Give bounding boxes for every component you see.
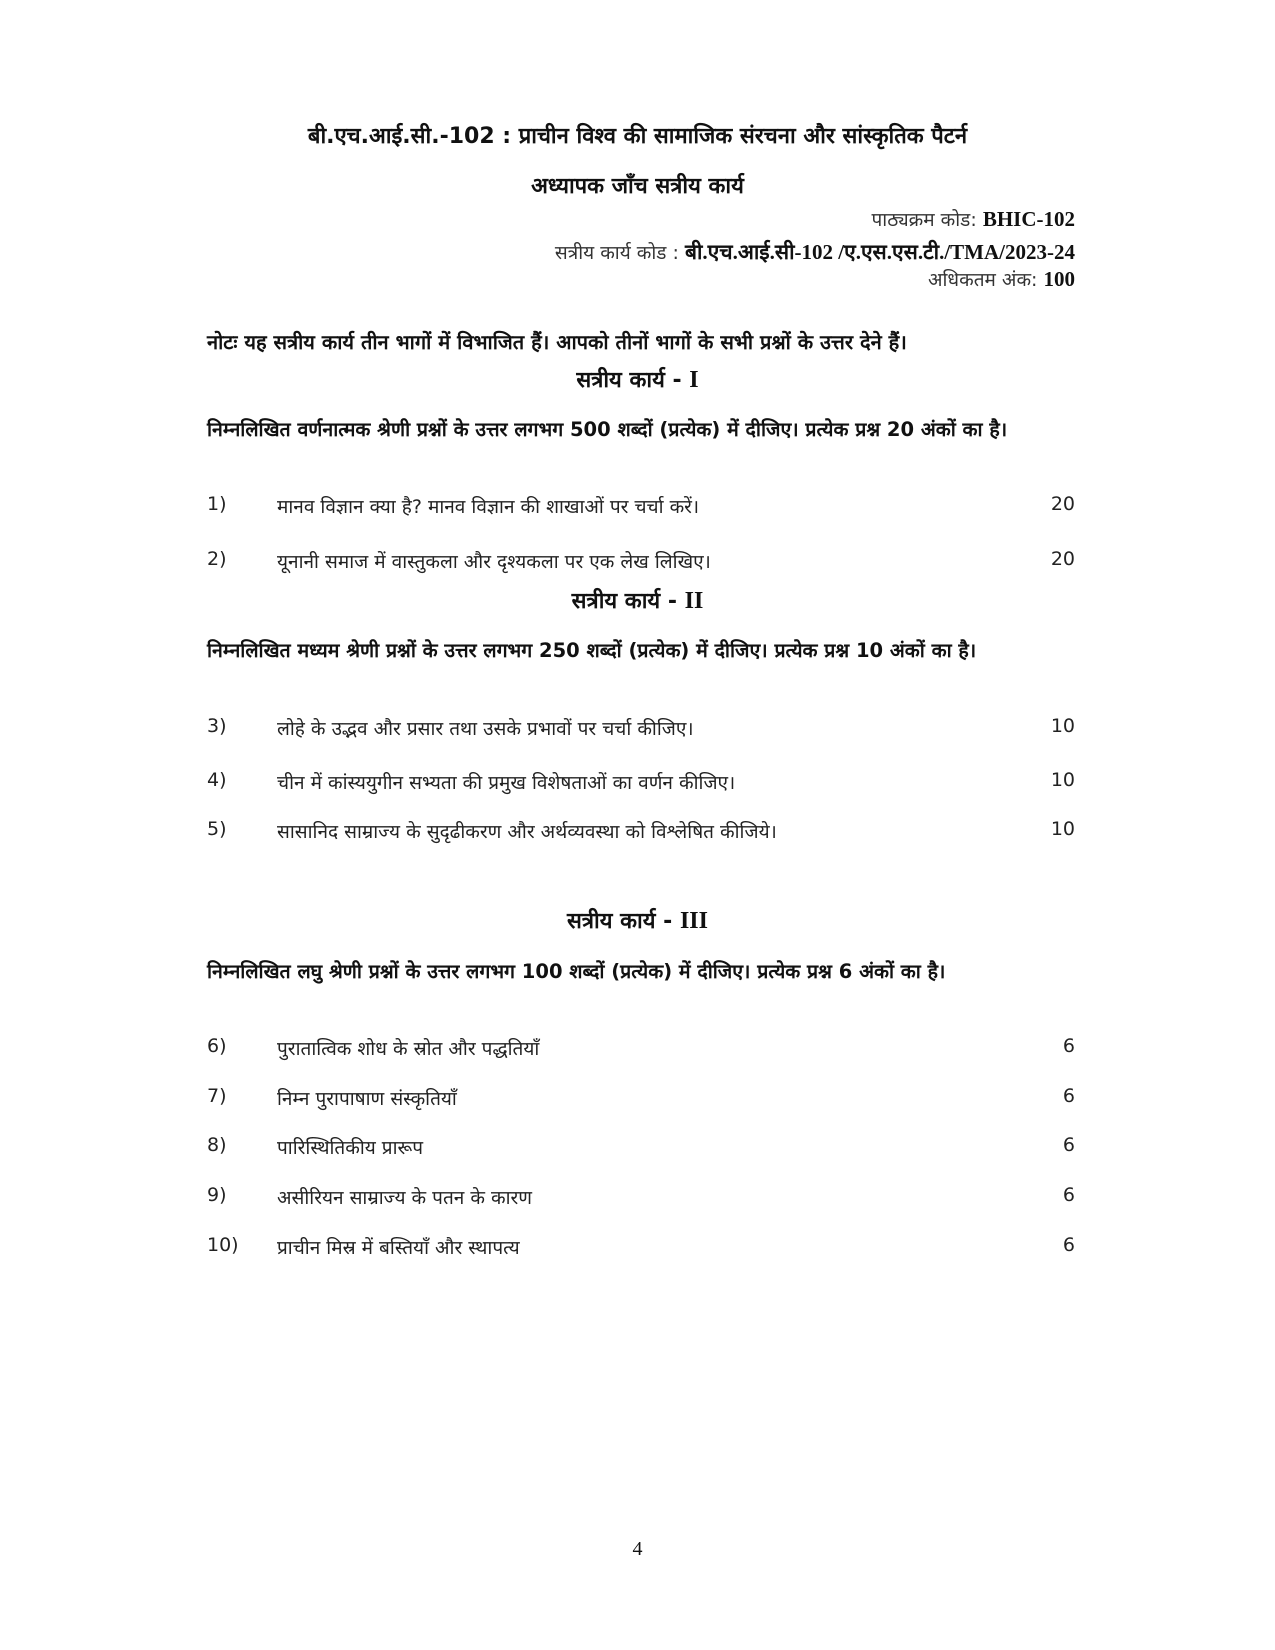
question-number: 5) [207, 818, 227, 840]
question-number: 7) [207, 1085, 227, 1107]
section-heading-1 [0, 364, 1275, 394]
question-row [207, 1035, 1075, 1065]
question-text: चीन में कांस्ययुगीन सभ्यता की प्रमुख विशेषताओं का वर्णन कीजिए। [277, 772, 736, 794]
assignment-code-label: सत्रीय कार्य कोड : [554, 242, 679, 264]
question-text: पारिस्थितिकीय प्रारूप [277, 1137, 424, 1159]
assignment-code-line [555, 238, 1075, 266]
question-row [207, 1134, 1075, 1164]
question-row [207, 1234, 1075, 1264]
question-number: 8) [207, 1134, 227, 1156]
section-heading-label: सत्रीय कार्य - [567, 909, 673, 934]
question-row [207, 548, 1075, 578]
question-text: असीरियन साम्राज्य के पतन के कारण [277, 1187, 533, 1209]
question-text: लोहे के उद्भव और प्रसार तथा उसके प्रभावों पर चर्चा कीजिए। [277, 718, 694, 740]
section-instruction-3: निम्नलिखित लघु श्रेणी प्रश्नों के उत्तर लगभग 100 शब्दों (प्रत्येक) में दीजिए। प्रत्येक प्रश्न 6 अंकों का है। [207, 960, 946, 983]
question-number: 6) [207, 1035, 227, 1057]
question-text: प्राचीन मिस्र में बस्तियाँ और स्थापत्य [277, 1237, 520, 1259]
section-heading-label: सत्रीय कार्य - [571, 589, 677, 614]
section-roman-numeral: III [679, 908, 708, 934]
question-text: सासानिद साम्राज्य के सुदृढीकरण और अर्थव्यवस्था को विश्लेषित कीजिये। [277, 821, 777, 843]
page-number: 4 [632, 1538, 643, 1560]
max-marks-label: अधिकतम अंक: [927, 269, 1038, 291]
course-code-line [872, 206, 1075, 232]
section-heading-label: सत्रीय कार्य - [576, 368, 682, 393]
document-subtitle: अध्यापक जाँच सत्रीय कार्य [531, 174, 744, 199]
section-roman-numeral: I [689, 367, 699, 393]
question-marks: 10 [1050, 769, 1075, 791]
question-text: यूनानी समाज में वास्तुकला और दृश्यकला पर एक लेख लिखिए। [277, 551, 711, 573]
question-marks: 10 [1050, 818, 1075, 840]
section-heading-3 [0, 905, 1275, 935]
max-marks-value: 100 [1043, 267, 1075, 291]
course-code-label: पाठ्यक्रम कोड: [871, 209, 977, 231]
section-instruction-2: निम्नलिखित मध्यम श्रेणी प्रश्नों के उत्तर लगभग 250 शब्दों (प्रत्येक) में दीजिए। प्रत्येक प्रश्न 10 अंकों का है। [207, 639, 977, 662]
question-number: 1) [207, 493, 227, 515]
question-marks: 20 [1050, 493, 1075, 515]
question-row [207, 493, 1075, 523]
max-marks-line [928, 266, 1075, 292]
question-number: 9) [207, 1184, 227, 1206]
question-number: 4) [207, 769, 227, 791]
question-marks: 6 [1062, 1234, 1075, 1256]
document-title: बी.एच.आई.सी.-102 : प्राचीन विश्व की सामाजिक संरचना और सांस्कृतिक पैटर्न [307, 124, 968, 149]
question-marks: 6 [1062, 1085, 1075, 1107]
question-row [207, 715, 1075, 745]
question-marks: 10 [1050, 715, 1075, 737]
question-text: निम्न पुरापाषाण संस्कृतियाँ [277, 1088, 457, 1110]
question-text: मानव विज्ञान क्या है? मानव विज्ञान की शाखाओं पर चर्चा करें। [277, 496, 700, 518]
assignment-code-value: बी.एच.आई.सी-102 /ए.एस.एस.टी./TMA/2023-24 [684, 240, 1075, 264]
course-code-value: BHIC-102 [982, 207, 1075, 231]
question-marks: 20 [1050, 548, 1075, 570]
question-number: 3) [207, 715, 227, 737]
question-row [207, 818, 1075, 848]
question-row [207, 769, 1075, 799]
section-heading-2 [0, 585, 1275, 615]
section-roman-numeral: II [684, 588, 704, 614]
question-number: 2) [207, 548, 227, 570]
question-row [207, 1085, 1075, 1115]
question-marks: 6 [1062, 1035, 1075, 1057]
question-row [207, 1184, 1075, 1214]
note-text: नोटः यह सत्रीय कार्य तीन भागों में विभाजित हैं। आपको तीनों भागों के सभी प्रश्नों के उत्तर देने हैं। [207, 330, 907, 354]
question-text: पुरातात्विक शोध के स्रोत और पद्धतियाँ [277, 1038, 540, 1060]
section-instruction-1: निम्नलिखित वर्णनात्मक श्रेणी प्रश्नों के उत्तर लगभग 500 शब्दों (प्रत्येक) में दीजिए। प्रत्येक प्रश्न 20 अंकों का है। [207, 418, 1008, 441]
question-marks: 6 [1062, 1134, 1075, 1156]
question-marks: 6 [1062, 1184, 1075, 1206]
question-number: 10) [207, 1234, 239, 1256]
